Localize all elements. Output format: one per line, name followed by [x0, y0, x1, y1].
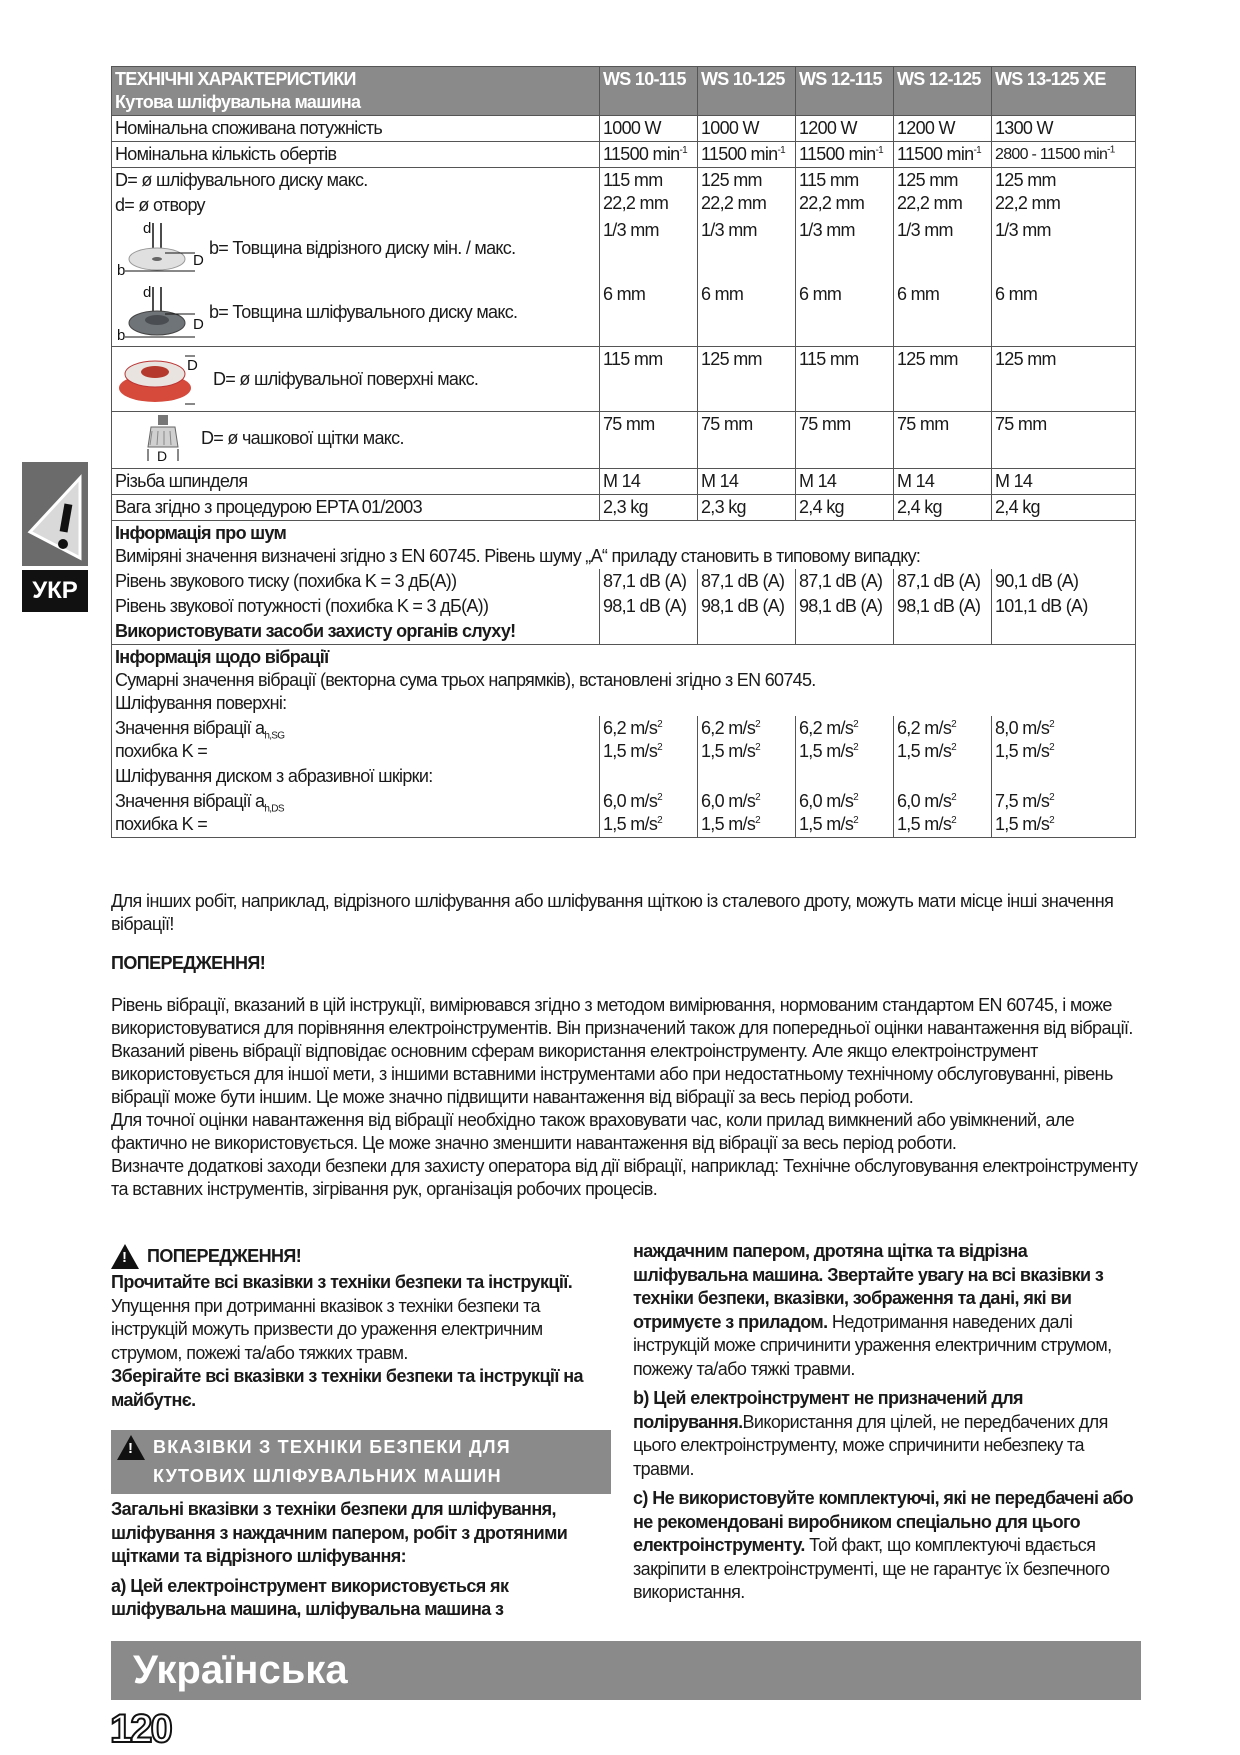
language-side-tab — [22, 462, 90, 612]
item-c: c) Не використовуйте комплектуючі, які не передбачені або не рекомендовані виробником спеціально для цього електроінструменту. Той факт, що комплектуючі вдається закріпити в електроінструменті, ще не гарантує їх безпечного використання. — [633, 1488, 1134, 1602]
noise-section — [112, 521, 1136, 570]
cell: 1/3 mm — [600, 218, 698, 282]
model-header: WS 10-125 — [698, 67, 796, 116]
icon-letter: d — [143, 284, 151, 301]
cell: 1/3 mm — [992, 218, 1136, 282]
cell: 115 mm 22,2 mm — [600, 168, 698, 219]
cell: 75 mm — [698, 412, 796, 469]
cell: 2,3 kg — [600, 495, 698, 521]
table-row — [112, 569, 1136, 594]
cell: 1300 W — [992, 116, 1136, 142]
warning-heading: ПОПЕРЕДЖЕННЯ! — [111, 953, 266, 973]
cell: 6,2 $m/s^2$ 1,5 $m/s^2$ — [796, 716, 894, 764]
cell: 6,2 $m/s^2$ 1,5 $m/s^2$ — [698, 716, 796, 764]
table-header-row — [112, 67, 1136, 116]
cell: 8,0 $m/s^2$ 1,5 $m/s^2$ — [992, 716, 1136, 764]
cell: 125 mm — [992, 347, 1136, 412]
cell: 11500 $\min^{-1}$ — [894, 142, 992, 168]
language-footer: Українська — [111, 1641, 1141, 1700]
cell: M 14 — [698, 469, 796, 495]
cell: 125 mm 22,2 mm — [894, 168, 992, 219]
row-label: Значення вібрації $a_{h,DS}$ — [115, 791, 284, 815]
left-column — [111, 1244, 611, 1622]
cell: 6,2 $m/s^2$ 1,5 $m/s^2$ — [894, 716, 992, 764]
cell: 115 mm 22,2 mm — [796, 168, 894, 219]
table-row — [112, 168, 1136, 219]
hearing-warning: Використовувати засоби захисту органів слуху! — [112, 619, 600, 645]
vibration-intro: Сумарні значення вібрації (векторна сума трьох напрямків), встановлені згідно з EN 60745. — [115, 670, 816, 690]
model-header: WS 12-115 — [796, 67, 894, 116]
table-row — [112, 619, 1136, 645]
warning-body — [111, 994, 1141, 1201]
row-label: b= Товщина шліфувального диску макс. — [209, 301, 518, 322]
language-code: УКР — [22, 570, 88, 612]
warning-icon — [111, 1244, 139, 1269]
cell: 6,0 $m/s^2$ 1,5 $m/s^2$ — [698, 789, 796, 838]
vibration-note: Для інших робіт, наприклад, відрізного шліфування або шліфування щіткою із сталевого дроту, можуть мати місце інші значення вібрації! — [111, 891, 1114, 934]
cell: 101,1 dB (A) — [992, 594, 1136, 619]
cell: 1200 W — [894, 116, 992, 142]
cell: 75 mm — [992, 412, 1136, 469]
sanding-pad-icon — [115, 348, 205, 410]
vibration-section — [112, 645, 1136, 717]
row-label: Різьба шпинделя — [112, 469, 600, 495]
cell: 2,3 kg — [698, 495, 796, 521]
section-banner: ! ВКАЗІВКИ З ТЕХНІКИ БЕЗПЕКИ ДЛЯ КУТОВИХ ШЛІФУВАЛЬНИХ МАШИН — [111, 1430, 611, 1494]
warning-triangle-icon — [22, 462, 88, 566]
noise-intro: Виміряні значення визначені згідно з EN 60745. Рівень шуму „A“ приладу становить в типовому випадку: — [115, 546, 921, 566]
cell: 87,1 dB (A) — [698, 569, 796, 594]
row-label: похибка K = — [115, 814, 208, 834]
cell: 1/3 mm — [698, 218, 796, 282]
table-row — [112, 789, 1136, 838]
icon-letter: D — [193, 316, 204, 333]
item-a-continued: наждачним папером, дротяна щітка та відрізна шліфувальна машина. Звертайте увагу на всі вказівки з техніки безпеки, вказівки, зображення та дані, які ви отримуєте з приладом. Недотримання наведених далі інструкцій може спричинити ураження електричним струмом, пожежу та/або тяжкі травми. — [633, 1241, 1112, 1379]
disc-grinding-label: Шліфування диском з абразивної шкірки: — [112, 764, 600, 789]
cell: M 14 — [600, 469, 698, 495]
cell: 2800 - 11500 $\min^{-1}$ — [992, 142, 1136, 168]
spec-title: ТЕХНІЧНІ ХАРАКТЕРИСТИКИ — [115, 69, 356, 89]
cell: M 14 — [796, 469, 894, 495]
row-label: Вага згідно з процедурою EPTA 01/2003 — [112, 495, 600, 521]
icon-letter: d — [143, 220, 151, 237]
cell: 6,0 $m/s^2$ 1,5 $m/s^2$ — [600, 789, 698, 838]
cell: 75 mm — [796, 412, 894, 469]
cell: 98,1 dB (A) — [894, 594, 992, 619]
noise-title: Інформація про шум — [115, 523, 287, 543]
model-header: WS 13-125 XE — [992, 67, 1136, 116]
cell: 6,0 $m/s^2$ 1,5 $m/s^2$ — [796, 789, 894, 838]
icon-letter: D — [157, 448, 167, 463]
paragraph: Для точної оцінки навантаження від вібрації необхідно також враховувати час, коли прилад вимкнений або увімкнений, але фактично не використовується. Це може значно зменшити навантаження від вібрації за весь період роботи. — [111, 1110, 1075, 1153]
table-row — [112, 142, 1136, 168]
icon-letter: b — [117, 262, 125, 277]
vibration-title: Інформація щодо вібрації — [115, 647, 329, 667]
row-label: D= ø шліфувального диску макс. — [115, 170, 368, 190]
cell: 87,1 dB (A) — [600, 569, 698, 594]
cell: 125 mm — [894, 347, 992, 412]
cell: 2,4 kg — [894, 495, 992, 521]
table-row — [112, 116, 1136, 142]
table-row — [112, 218, 1136, 282]
table-row — [112, 716, 1136, 764]
model-header: WS 10-115 — [600, 67, 698, 116]
cell: 1000 W — [698, 116, 796, 142]
cell: 98,1 dB (A) — [796, 594, 894, 619]
grinding-disc-icon — [115, 283, 205, 341]
spec-subtitle: Кутова шліфувальна машина — [115, 92, 361, 112]
safety-warning-title: ! ПОПЕРЕДЖЕННЯ! — [111, 1244, 611, 1269]
row-label: Рівень звукової потужності (похибка K = 3 дБ(A)) — [112, 594, 600, 619]
cell: 115 mm — [796, 347, 894, 412]
table-row — [112, 347, 1136, 412]
table-row — [112, 594, 1136, 619]
cutting-disc-icon — [115, 219, 205, 277]
table-row — [112, 764, 1136, 789]
cell: 75 mm — [894, 412, 992, 469]
cell: 1/3 mm — [796, 218, 894, 282]
item-a: a) Цей електроінструмент використовується як шліфувальна машина, шліфувальна машина з — [111, 1575, 509, 1619]
paragraph: Визначте додаткові заходи безпеки для захисту оператора від дії вібрації, наприклад: Технічне обслуговування електроінструменту та вставних інструментів, зігрівання рук, організація робочих процесів. — [111, 1156, 1138, 1199]
row-label: Номінальна кількість обертів — [112, 142, 600, 168]
cell: 6 mm — [894, 282, 992, 347]
cell: 125 mm 22,2 mm — [992, 168, 1136, 219]
row-label: D= ø чашкової щітки макс. — [201, 427, 404, 448]
cell: 11500 $\min^{-1}$ — [698, 142, 796, 168]
item-b: b) Цей електроінструмент не призначений для полірування.Використання для цілей, не передбачених для цього електроінструменту, може спричинити небезпеку та травми. — [633, 1388, 1108, 1479]
cell: 6,2 $m/s^2$ 1,5 $m/s^2$ — [600, 716, 698, 764]
cell: 125 mm 22,2 mm — [698, 168, 796, 219]
table-row — [112, 495, 1136, 521]
row-label: d= ø отвору — [115, 195, 205, 215]
cell: 6 mm — [698, 282, 796, 347]
row-label: похибка K = — [115, 741, 208, 761]
cell: 6 mm — [600, 282, 698, 347]
surface-grinding-label: Шліфування поверхні: — [115, 693, 287, 713]
cell: 7,5 $m/s^2$ 1,5 $m/s^2$ — [992, 789, 1136, 838]
icon-letter: D — [193, 252, 204, 269]
cell: 90,1 dB (A) — [992, 569, 1136, 594]
cell: 98,1 dB (A) — [600, 594, 698, 619]
cup-brush-icon — [143, 413, 183, 463]
cell: 87,1 dB (A) — [894, 569, 992, 594]
table-row — [112, 412, 1136, 469]
cell: 6,0 $m/s^2$ 1,5 $m/s^2$ — [894, 789, 992, 838]
icon-letter: D — [187, 357, 198, 374]
row-label: Рівень звукового тиску (похибка K = 3 дБ(A)) — [112, 569, 600, 594]
read-instructions: Прочитайте всі вказівки з техніки безпеки та інструкції. — [111, 1272, 573, 1292]
general-instructions: Загальні вказівки з техніки безпеки для шліфування, шліфування з наждачним папером, робіт з дротяними щітками та відрізного шліфування: — [111, 1499, 568, 1566]
row-label: Значення вібрації $a_{h,SG}$ — [115, 718, 285, 742]
cell: 11500 $\min^{-1}$ — [796, 142, 894, 168]
cell: 11500 $\min^{-1}$ — [600, 142, 698, 168]
page-number: 120 — [110, 1707, 171, 1751]
cell: M 14 — [992, 469, 1136, 495]
row-label: D= ø шліфувальної поверхні макс. — [213, 368, 479, 389]
warning-icon — [117, 1435, 145, 1460]
row-label: Номінальна споживана потужність — [112, 116, 600, 142]
row-label: b= Товщина відрізного диску мін. / макс. — [209, 237, 516, 258]
cell: 98,1 dB (A) — [698, 594, 796, 619]
cell: M 14 — [894, 469, 992, 495]
keep-instructions: Зберігайте всі вказівки з техніки безпеки та інструкції на майбутнє. — [111, 1366, 583, 1410]
cell: 2,4 kg — [992, 495, 1136, 521]
cell: 115 mm — [600, 347, 698, 412]
paragraph: Вказаний рівень вібрації відповідає основним сферам використання електроінструменту. Але якщо електроінструмент використовується для іншої мети, з іншими вставними інструментами або при недостатньому технічному обслуговуванні, рівень вібрації може бути іншим. Це може значно підвищити навантаження від вібрації за весь період роботи. — [111, 1041, 1113, 1107]
cell: 6 mm — [992, 282, 1136, 347]
cell: 2,4 kg — [796, 495, 894, 521]
cell: 1000 W — [600, 116, 698, 142]
cell: 1200 W — [796, 116, 894, 142]
right-column — [633, 1240, 1141, 1611]
cell: 75 mm — [600, 412, 698, 469]
table-row — [112, 282, 1136, 347]
technical-specs-table — [111, 66, 1136, 838]
cell: 1/3 mm — [894, 218, 992, 282]
paragraph: Рівень вібрації, вказаний в цій інструкції, вимірювався згідно з методом вимірювання, нормованим стандартом EN 60745, і може використовуватися для порівняння електроінструментів. Він призначений також для попередньої оцінки навантаження від вібрації. — [111, 995, 1133, 1038]
icon-letter: b — [117, 327, 125, 341]
cell: 87,1 dB (A) — [796, 569, 894, 594]
read-instructions-text: Упущення при дотриманні вказівок з техніки безпеки та інструкцій можуть призвести до ураження електричним струмом, пожежі та/або тяжких травм. — [111, 1295, 543, 1363]
cell: 125 mm — [698, 347, 796, 412]
model-header: WS 12-125 — [894, 67, 992, 116]
table-row — [112, 469, 1136, 495]
cell: 6 mm — [796, 282, 894, 347]
